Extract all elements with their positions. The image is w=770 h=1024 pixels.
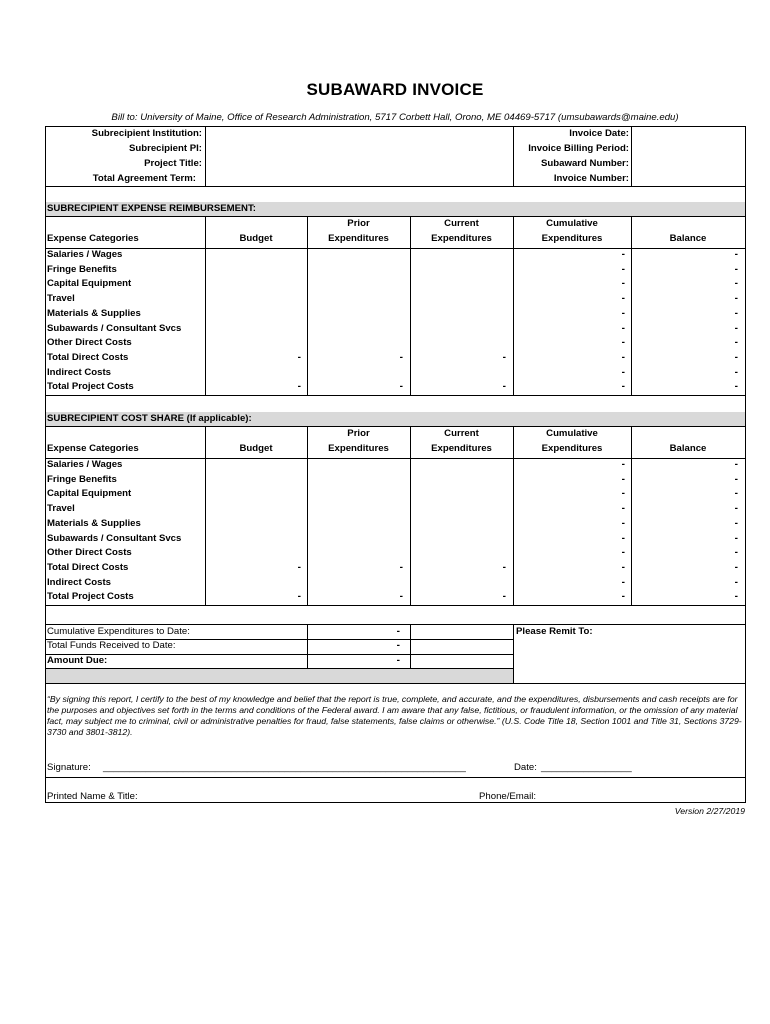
balance-value: - [734,488,738,500]
prior-header: Prior [347,218,370,229]
expense-input-cell[interactable] [206,322,306,336]
expense-input-cell[interactable] [411,517,512,531]
prior-total-value: - [399,561,403,573]
expense-input-cell[interactable] [308,263,409,277]
cumulative-header: Cumulative [546,218,598,229]
subrecipient-pi-label: Subrecipient PI: [128,143,202,154]
expense-input-cell[interactable] [206,473,306,487]
please-remit-to-label: Please Remit To: [516,626,593,637]
balance-value: - [734,263,738,275]
current-summary-field[interactable] [410,625,512,668]
cumulative-value: - [621,263,625,275]
expense-input-cell[interactable] [411,502,512,516]
expense-categories-header: Expense Categories [47,233,139,244]
expense-category-label: Indirect Costs [47,366,111,378]
balance-value: - [734,459,738,470]
expense-category-label: Indirect Costs [47,576,111,588]
cumulative-value: - [621,591,625,603]
expense-input-cell[interactable] [206,458,306,472]
date-label: Date: [514,762,537,773]
expense-category-label: Total Direct Costs [47,561,129,573]
funds-received-value: - [396,640,400,651]
invoice-billing-period-label: Invoice Billing Period: [528,143,629,154]
expense-category-label: Other Direct Costs [47,547,132,559]
expense-input-cell[interactable] [308,322,409,336]
balance-value: - [734,366,738,378]
cost-share-table [46,426,745,608]
prior-total-value: - [399,591,403,603]
balance-value: - [734,561,738,573]
balance-value: - [734,351,738,363]
balance-value: - [734,307,738,319]
expense-category-label: Travel [47,293,75,305]
cost-share-section-heading: SUBRECIPIENT COST SHARE (If applicable): [46,412,745,426]
expense-category-label: Travel [47,503,75,515]
prior-header: Prior [347,428,370,439]
balance-header: Balance [669,443,707,454]
prior-expenditures-header: Expenditures [328,443,389,454]
expense-input-cell[interactable] [411,458,512,472]
expense-category-label: Materials & Supplies [47,517,141,529]
cumulative-value: - [621,381,625,393]
balance-value: - [734,591,738,603]
current-total-value: - [502,561,506,573]
expense-category-label: Other Direct Costs [47,337,132,349]
expense-input-cell[interactable] [411,292,512,306]
prior-total-value: - [399,381,403,393]
expense-input-cell[interactable] [206,292,306,306]
expense-category-label: Fringe Benefits [47,473,117,485]
invoice-number-label: Invoice Number: [553,173,629,184]
invoice-date-label: Invoice Date: [569,128,629,139]
current-expenditures-header: Expenditures [431,233,492,244]
balance-value: - [734,517,738,529]
cumulative-value: - [621,576,625,588]
current-total-value: - [502,351,506,363]
expense-input-cell[interactable] [206,336,306,350]
expense-input-cell[interactable] [206,263,306,277]
printed-name-label: Printed Name & Title: [47,791,138,802]
budget-total-value: - [297,351,301,363]
prior-total-value: - [399,351,403,363]
expense-input-cell[interactable] [206,487,306,501]
invoice-info-field[interactable] [632,128,744,186]
expense-input-cell[interactable] [308,576,409,590]
expense-input-cell[interactable] [308,307,409,321]
expense-category-label: Subawards / Consultant Svcs [47,322,182,334]
amount-due-label: Amount Due: [47,655,108,666]
remit-to-field[interactable] [516,640,742,680]
expense-input-cell[interactable] [308,532,409,546]
expense-input-cell[interactable] [206,517,306,531]
cumulative-value: - [621,517,625,529]
expense-input-cell[interactable] [206,248,306,262]
cumulative-value: - [621,503,625,515]
budget-total-value: - [297,561,301,573]
cumulative-value: - [621,532,625,544]
expense-input-cell[interactable] [308,336,409,350]
cumulative-expenditures-header: Expenditures [541,233,603,244]
budget-header: Budget [239,233,273,244]
expense-input-cell[interactable] [206,307,306,321]
expense-category-label: Capital Equipment [47,278,132,290]
reimbursement-table [46,216,745,398]
total-agreement-term-label: Total Agreement Term: [92,173,196,184]
subrecipient-institution-label: Subrecipient Institution: [91,128,202,139]
expense-input-cell[interactable] [411,322,512,336]
balance-value: - [734,322,738,334]
budget-total-value: - [297,591,301,603]
current-header: Current [444,428,479,439]
expense-input-cell[interactable] [308,502,409,516]
expense-category-label: Fringe Benefits [47,263,117,275]
cumulative-value: - [621,488,625,500]
expense-input-cell[interactable] [308,292,409,306]
balance-value: - [734,547,738,559]
expense-category-label: Salaries / Wages [47,249,123,260]
cumulative-value: - [621,307,625,319]
cumulative-to-date-value: - [396,626,400,637]
bill-to-text: Bill to: University of Maine, Office of Research Administration, 5717 Corbett Hall, Orono, ME 04469-5717 (umsubawards@maine.edu) [111,112,679,123]
printed-name-field[interactable] [156,789,466,801]
expense-category-label: Subawards / Consultant Svcs [47,532,182,544]
current-header: Current [444,218,479,229]
cumulative-value: - [621,473,625,485]
expense-input-cell[interactable] [206,532,306,546]
date-field[interactable]: _________________ [541,762,632,773]
budget-total-value: - [297,381,301,393]
expense-input-cell[interactable] [206,546,306,560]
summary-shaded-row [46,669,513,683]
phone-email-label: Phone/Email: [479,791,537,802]
current-expenditures-header: Expenditures [431,443,492,454]
expense-input-cell[interactable] [411,366,512,380]
expense-input-cell[interactable] [411,336,512,350]
balance-value: - [734,473,738,485]
project-title-label: Project Title: [144,158,202,169]
budget-header: Budget [239,443,273,454]
subrecipient-info-field[interactable] [206,128,513,186]
balance-value: - [734,249,738,260]
expense-input-cell[interactable] [206,502,306,516]
cumulative-header: Cumulative [546,428,598,439]
balance-value: - [734,337,738,349]
cumulative-value: - [621,337,625,349]
expense-input-cell[interactable] [206,576,306,590]
expense-input-cell[interactable] [308,248,409,262]
expense-input-cell[interactable] [411,473,512,487]
expense-categories-header: Expense Categories [47,443,139,454]
balance-value: - [734,381,738,393]
expense-input-cell[interactable] [308,277,409,291]
expense-input-cell[interactable] [411,546,512,560]
cumulative-value: - [621,322,625,334]
invoice-form [45,126,746,803]
expense-input-cell[interactable] [411,263,512,277]
expense-category-label: Salaries / Wages [47,459,123,470]
expense-input-cell[interactable] [308,366,409,380]
cumulative-value: - [621,459,625,470]
funds-received-label: Total Funds Received to Date: [47,640,176,651]
cumulative-value: - [621,366,625,378]
cumulative-value: - [621,561,625,573]
signature-field[interactable]: ____________________________________________________________________ [103,762,466,773]
cumulative-to-date-label: Cumulative Expenditures to Date: [47,626,190,637]
balance-value: - [734,532,738,544]
expense-category-label: Capital Equipment [47,488,132,500]
balance-value: - [734,503,738,515]
expense-category-label: Total Project Costs [47,381,134,393]
current-total-value: - [502,381,506,393]
expense-category-label: Materials & Supplies [47,307,141,319]
phone-email-field[interactable] [546,789,741,801]
cumulative-value: - [621,293,625,305]
expense-input-cell[interactable] [411,576,512,590]
subaward-number-label: Subaward Number: [541,158,629,169]
version-text: Version 2/27/2019 [674,806,745,816]
certification-text: “By signing this report, I certify to the best of my knowledge and belief that the report is true, complete, and accurate, and the expenditures, disbursements and cash receipts are for the purposes and objectives set forth in the terms and conditions of the Federal award. I am aware that any false, fictitious, or fraudulent information, or the omission of any material fact, may subject me to criminal, civil or administrative penalties for fraud, false statements, false claims or otherwise.” (U.S. Code Title 18, Section 1001 and Title 31, Sections 3729-3730 and 3801-3812). [47,694,742,737]
cumulative-value: - [621,351,625,363]
signature-label: Signature: [47,762,91,773]
expense-input-cell[interactable] [308,458,409,472]
balance-header: Balance [669,233,707,244]
cumulative-expenditures-header: Expenditures [541,443,603,454]
cumulative-value: - [621,278,625,290]
balance-value: - [734,293,738,305]
amount-due-value: - [396,655,400,666]
page-title: SUBAWARD INVOICE [306,80,484,99]
expense-input-cell[interactable] [411,487,512,501]
expense-input-cell[interactable] [308,517,409,531]
expense-input-cell[interactable] [206,277,306,291]
expense-input-cell[interactable] [206,366,306,380]
balance-value: - [734,576,738,588]
current-total-value: - [502,591,506,603]
cumulative-value: - [621,249,625,260]
expense-category-label: Total Project Costs [47,591,134,603]
cumulative-value: - [621,547,625,559]
expense-input-cell[interactable] [411,532,512,546]
balance-value: - [734,278,738,290]
expense-input-cell[interactable] [411,307,512,321]
expense-category-label: Total Direct Costs [47,351,129,363]
prior-expenditures-header: Expenditures [328,233,389,244]
expense-input-cell[interactable] [411,248,512,262]
expense-input-cell[interactable] [308,487,409,501]
expense-input-cell[interactable] [308,473,409,487]
reimbursement-section-heading: SUBRECIPIENT EXPENSE REIMBURSEMENT: [46,202,745,216]
expense-input-cell[interactable] [308,546,409,560]
expense-input-cell[interactable] [411,277,512,291]
